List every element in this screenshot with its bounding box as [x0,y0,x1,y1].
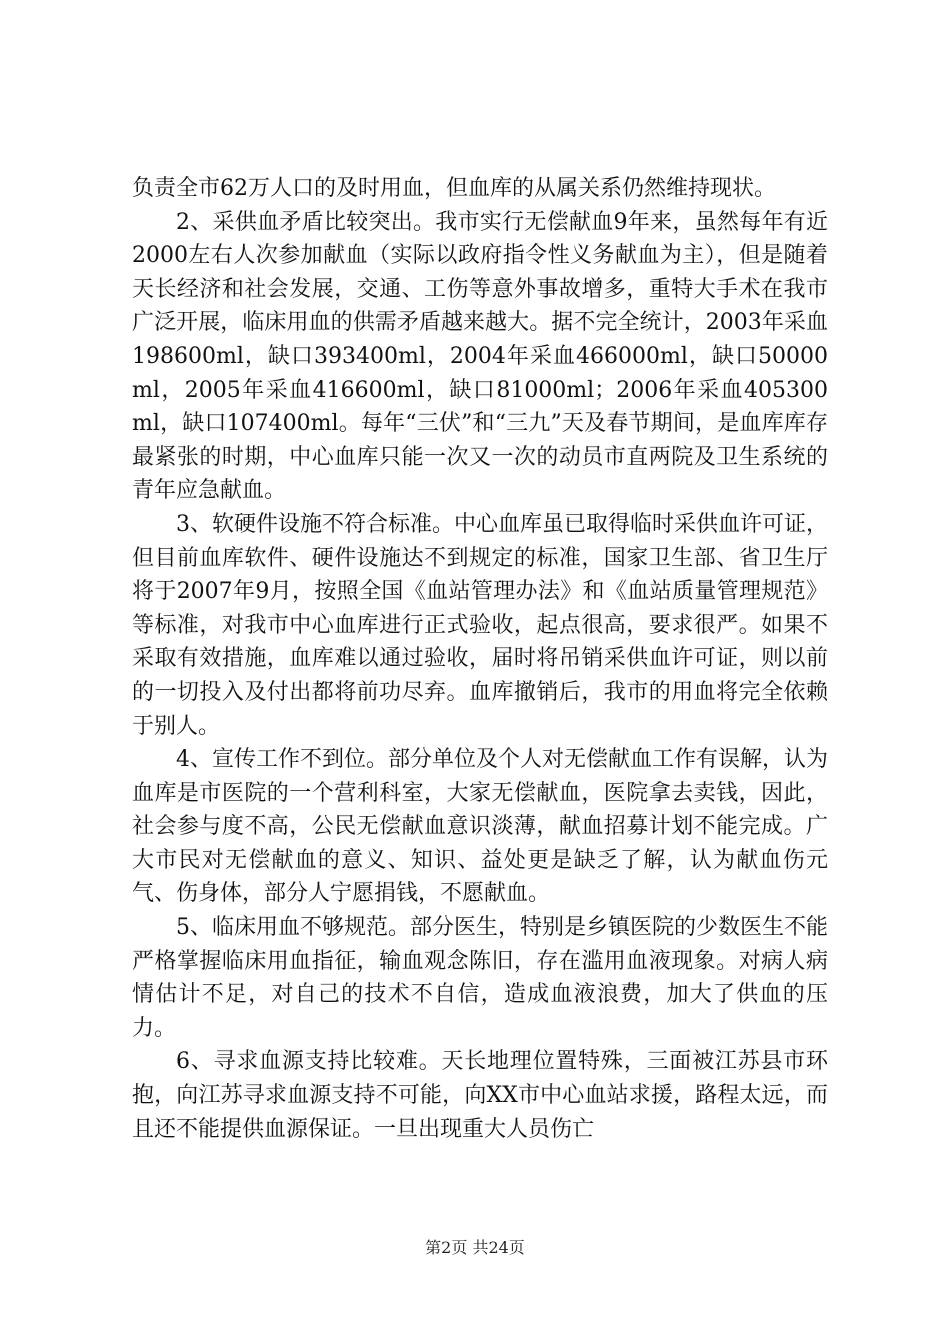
paragraph-4: 4、宣传工作不到位。部分单位及个人对无偿献血工作有误解，认为血库是市医院的一个营利科室，大家无偿献血，医院拿去卖钱，因此，社会参与度不高，公民无偿献血意识淡薄，献血招募计划不能完成。广大市民对无偿献血的意义、知识、益处更是缺乏了解，认为献血伤元气、伤身体，部分人宁愿捐钱，不愿献血。 [132,747,828,907]
paragraph-2: 2、采供血矛盾比较突出。我市实行无偿献血9年来，虽然每年有近2000左右人次参加献血（实际以政府指令性义务献血为主），但是随着天长经济和社会发展，交通、工伤等意外事故增多，重特大手术在我市广泛开展，临床用血的供需矛盾越来越大。据不完全统计，2003年采血198600ml，缺口393400ml，2004年采血466000ml，缺口50000ml，2005年采血416600ml，缺口81000ml；2006年采血405300ml，缺口107400ml。每年“三伏”和“三九”天及春节期间，是血库库存最紧张的时期，中心血库只能一次又一次的动员市直两院及卫生系统的青年应急献血。 [132,209,828,504]
paragraph-3: 3、软硬件设施不符合标准。中心血库虽已取得临时采供血许可证，但目前血库软件、硬件设施达不到规定的标准，国家卫生部、省卫生厅将于2007年9月，按照全国《血站管理办法》和《血站质量管理规范》等标准，对我市中心血库进行正式验收，起点很高，要求很严。如果不采取有效措施，血库难以通过验收，届时将吊销采供血许可证，则以前的一切投入及付出都将前功尽弃。血库撤销后，我市的用血将完全依赖于别人。 [132,511,828,739]
page-footer: 第2页 共24页 [425,1238,525,1257]
paragraph-6: 6、寻求血源支持比较难。天长地理位置特殊，三面被江苏县市环抱，向江苏寻求血源支持不可能，向XX市中心血站求援，路程太远，而且还不能提供血源保证。一旦出现重大人员伤亡 [132,1049,828,1142]
document-body [132,172,828,1146]
paragraph-5: 5、临床用血不够规范。部分医生，特别是乡镇医院的少数医生不能严格掌握临床用血指征，输血观念陈旧，存在滥用血液现象。对病人病情估计不足，对自己的技术不自信，造成血液浪费，加大了供血的压力。 [132,915,828,1041]
paragraph-1: 负责全市62万人口的及时用血，但血库的从属关系仍然维持现状。 [132,176,776,201]
